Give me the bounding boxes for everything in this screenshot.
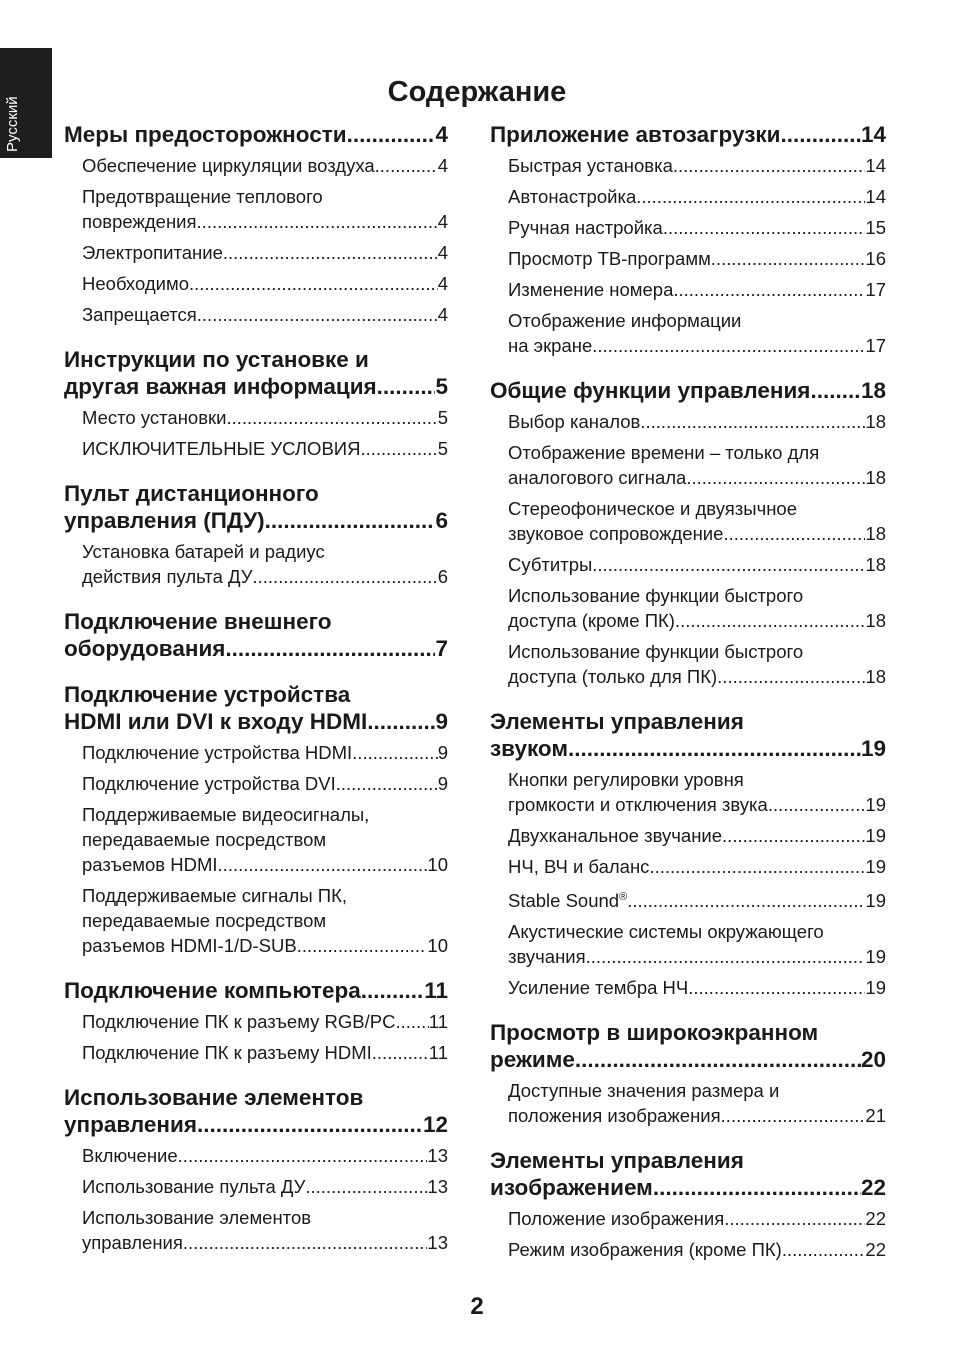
toc-entry-link[interactable]: Использование элементов управления ..... 13 (82, 1205, 448, 1255)
toc-entry-link[interactable]: Режим изображения (кроме ПК) ..... 22 (508, 1237, 886, 1262)
toc-heading-link[interactable]: Элементы управления изображением ..... 22 (490, 1147, 886, 1201)
toc-entry-link[interactable]: Установка батарей и радиус действия пульта ДУ ..... 6 (82, 539, 448, 589)
page-title: Содержание (387, 76, 567, 108)
toc-section (490, 1147, 886, 1262)
toc-entry-link[interactable]: Акустические системы окружающего звучания ..... 19 (508, 919, 886, 969)
toc-entry-link[interactable]: Электропитание ..... 4 (82, 240, 448, 265)
toc-heading-link[interactable]: Общие функции управления ..... 18 (490, 377, 886, 404)
toc-entry-link[interactable]: Просмотр ТВ-программ ..... 16 (508, 246, 886, 271)
toc-entry-link[interactable]: Ручная настройка ..... 15 (508, 215, 886, 240)
toc-section (490, 708, 886, 1000)
toc-entry-link[interactable]: Stable Sound® ..... 19 (508, 885, 886, 913)
toc-section (64, 346, 448, 461)
toc-entry-link[interactable]: Кнопки регулировки уровня громкости и отключения звука ..... 19 (508, 767, 886, 817)
toc-entry-link[interactable]: Положение изображения ..... 22 (508, 1206, 886, 1231)
toc-section (490, 1019, 886, 1128)
toc-entry-link[interactable]: Включение ..... 13 (82, 1143, 448, 1168)
toc-heading-link[interactable]: Элементы управления звуком ..... 19 (490, 708, 886, 762)
toc-heading-link[interactable]: Подключение внешнего оборудования ..... 7 (64, 608, 448, 662)
toc-entry-link[interactable]: Поддерживаемые видеосигналы, передаваемые посредством разъемов HDMI ..... 10 (82, 802, 448, 877)
toc-entry-link[interactable]: Выбор каналов ..... 18 (508, 409, 886, 434)
toc-section (64, 977, 448, 1065)
toc-entry-link[interactable]: Предотвращение теплового повреждения ..... 4 (82, 184, 448, 234)
toc-entry-link[interactable]: Стереофоническое и двуязычное звуковое сопровождение ..... 18 (508, 496, 886, 546)
toc-section (64, 681, 448, 958)
toc-heading-link[interactable]: Меры предосторожности ..... 4 (64, 121, 448, 148)
toc-entry-link[interactable]: ИСКЛЮЧИТЕЛЬНЫЕ УСЛОВИЯ ..... 5 (82, 436, 448, 461)
toc-section (64, 121, 448, 327)
toc-section (490, 377, 886, 689)
toc-entry-link[interactable]: Обеспечение циркуляции воздуха ..... 4 (82, 153, 448, 178)
toc-entry-link[interactable]: Место установки ..... 5 (82, 405, 448, 430)
toc-heading-link[interactable]: Приложение автозагрузки ..... 14 (490, 121, 886, 148)
toc-entry-link[interactable]: Использование функции быстрого доступа (кроме ПК) ..... 18 (508, 583, 886, 633)
toc-entry-link[interactable]: Двухканальное звучание ..... 19 (508, 823, 886, 848)
language-tab-label: Русский (4, 96, 21, 152)
toc-entry-link[interactable]: Автонастройка ..... 14 (508, 184, 886, 209)
toc-entry-link[interactable]: Необходимо ..... 4 (82, 271, 448, 296)
toc-heading-link[interactable]: Использование элементов управления ..... 12 (64, 1084, 448, 1138)
toc-entry-link[interactable]: Изменение номера ..... 17 (508, 277, 886, 302)
toc-heading-link[interactable]: Подключение устройства HDMI или DVI к входу HDMI ..... 9 (64, 681, 448, 735)
toc-entry-link[interactable]: Подключение ПК к разъему RGB/PC ..... 11 (82, 1009, 448, 1034)
toc-entry-link[interactable]: Запрещается ..... 4 (82, 302, 448, 327)
toc-entry-link[interactable]: Отображение информации на экране ..... 17 (508, 308, 886, 358)
toc-entry-link[interactable]: Использование функции быстрого доступа (только для ПК) ..... 18 (508, 639, 886, 689)
toc-entry-link[interactable]: Быстрая установка ..... 14 (508, 153, 886, 178)
toc-entry-link[interactable]: Усиление тембра НЧ ..... 19 (508, 975, 886, 1000)
toc-right-column (490, 121, 886, 1281)
toc-entry-link[interactable]: Подключение устройства DVI ..... 9 (82, 771, 448, 796)
toc-entry-link[interactable]: Подключение ПК к разъему HDMI ..... 11 (82, 1040, 448, 1065)
toc-section (64, 608, 448, 662)
toc-heading-link[interactable]: Подключение компьютера ..... 11 (64, 977, 448, 1004)
toc-section (490, 121, 886, 358)
toc-entry-link[interactable]: Поддерживаемые сигналы ПК, передаваемые посредством разъемов HDMI-1/D-SUB ..... 10 (82, 883, 448, 958)
toc-entry-link[interactable]: Подключение устройства HDMI ..... 9 (82, 740, 448, 765)
toc-heading-link[interactable]: Инструкции по установке и другая важная информация ..... 5 (64, 346, 448, 400)
toc-entry-link[interactable]: Использование пульта ДУ ..... 13 (82, 1174, 448, 1199)
toc-entry-link[interactable]: Субтитры ..... 18 (508, 552, 886, 577)
page-number: 2 (470, 1293, 484, 1320)
toc-left-column (64, 121, 448, 1274)
toc-section (64, 480, 448, 589)
toc-heading-link[interactable]: Пульт дистанционного управления (ПДУ) ..... 6 (64, 480, 448, 534)
toc-entry-link[interactable]: Доступные значения размера и положения изображения ..... 21 (508, 1078, 886, 1128)
toc-entry-link[interactable]: Отображение времени – только для аналогового сигнала ..... 18 (508, 440, 886, 490)
toc-entry-link[interactable]: НЧ, ВЧ и баланс ..... 19 (508, 854, 886, 879)
toc-heading-link[interactable]: Просмотр в широкоэкранном режиме ..... 20 (490, 1019, 886, 1073)
toc-section (64, 1084, 448, 1255)
